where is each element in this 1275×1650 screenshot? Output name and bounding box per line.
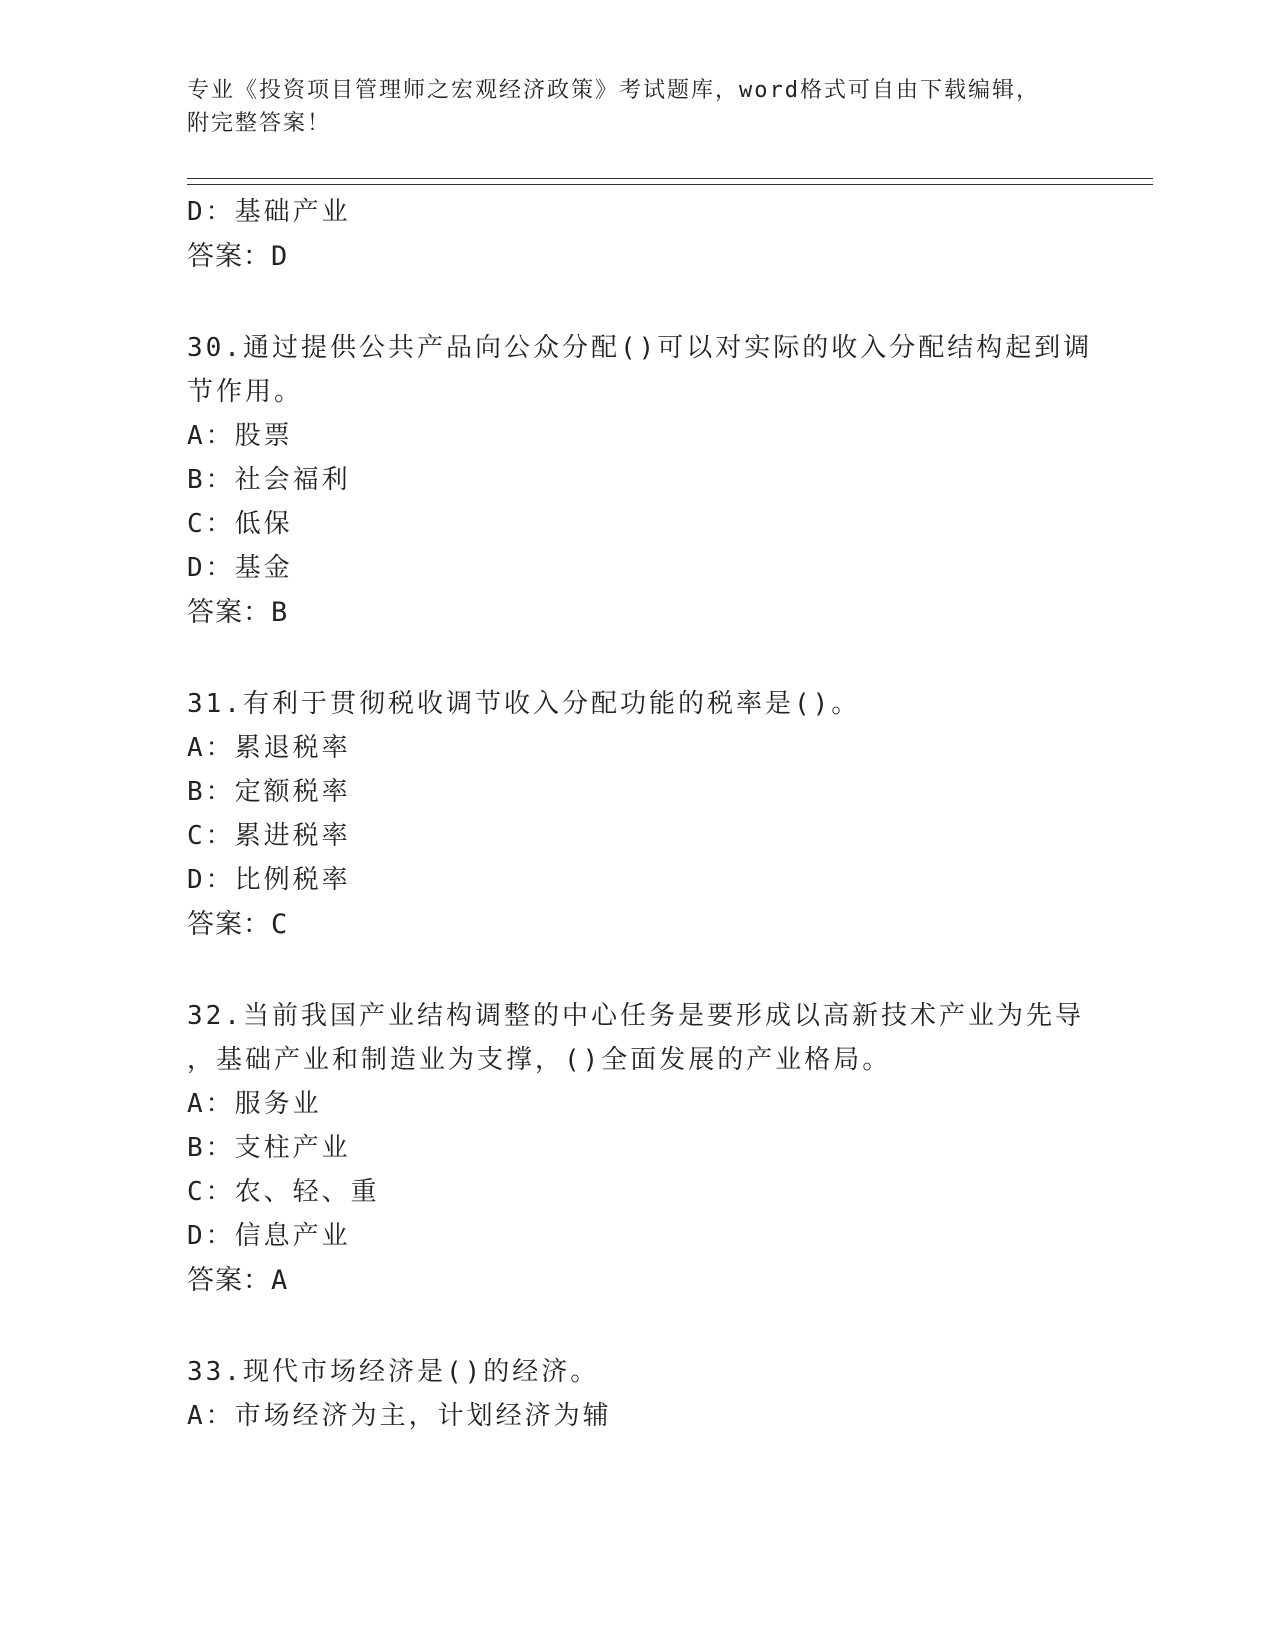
prev-answer bbox=[187, 240, 288, 274]
question-33-stem-line-1: 33.现代市场经济是()的经济。 bbox=[187, 1357, 600, 1387]
answer-label: 答案： bbox=[187, 1265, 271, 1296]
header-line-2: 附完整答案！ bbox=[187, 111, 332, 136]
answer-value: A bbox=[271, 1265, 289, 1296]
question-32-option-d: D：信息产业 bbox=[187, 1221, 351, 1251]
question-31-option-c: C：累进税率 bbox=[187, 821, 351, 851]
question-30-answer bbox=[187, 596, 288, 630]
question-32-option-a: A：服务业 bbox=[187, 1089, 322, 1119]
question-31-stem-line-1: 31.有利于贯彻税收调节收入分配功能的税率是()。 bbox=[187, 689, 861, 719]
question-32-option-c: C：农、轻、重 bbox=[187, 1177, 380, 1207]
header-divider-bottom bbox=[187, 184, 1153, 185]
question-31-option-b: B：定额税率 bbox=[187, 777, 351, 807]
question-32-answer bbox=[187, 1264, 288, 1298]
question-31-option-d: D：比例税率 bbox=[187, 865, 351, 895]
question-30-option-c: C：低保 bbox=[187, 509, 293, 539]
question-32-option-b: B：支柱产业 bbox=[187, 1133, 351, 1163]
question-30-option-d: D：基金 bbox=[187, 553, 293, 583]
answer-value: D bbox=[271, 241, 289, 272]
prev-option-d: D：基础产业 bbox=[187, 197, 351, 227]
question-30-option-b: B：社会福利 bbox=[187, 465, 351, 495]
header-divider-top bbox=[187, 178, 1153, 179]
answer-value: C bbox=[271, 909, 289, 940]
question-32-stem-line-2: ，基础产业和制造业为支撑，()全面发展的产业格局。 bbox=[187, 1045, 892, 1075]
question-33-option-a: A：市场经济为主，计划经济为辅 bbox=[187, 1401, 612, 1431]
answer-label: 答案： bbox=[187, 597, 271, 628]
question-30-option-a: A：股票 bbox=[187, 421, 293, 451]
header-line-1: 专业《投资项目管理师之宏观经济政策》考试题库，word格式可自由下载编辑， bbox=[187, 78, 1040, 103]
answer-label: 答案： bbox=[187, 909, 271, 940]
question-32-stem-line-1: 32.当前我国产业结构调整的中心任务是要形成以高新技术产业为先导 bbox=[187, 1001, 1084, 1031]
document-header bbox=[187, 74, 1087, 140]
answer-label: 答案： bbox=[187, 241, 271, 272]
question-31-answer bbox=[187, 908, 288, 942]
question-30-stem-line-2: 节作用。 bbox=[187, 377, 304, 407]
question-30-stem-line-1: 30.通过提供公共产品向公众分配()可以对实际的收入分配结构起到调 bbox=[187, 333, 1093, 363]
question-31-option-a: A：累退税率 bbox=[187, 733, 351, 763]
answer-value: B bbox=[271, 597, 289, 628]
